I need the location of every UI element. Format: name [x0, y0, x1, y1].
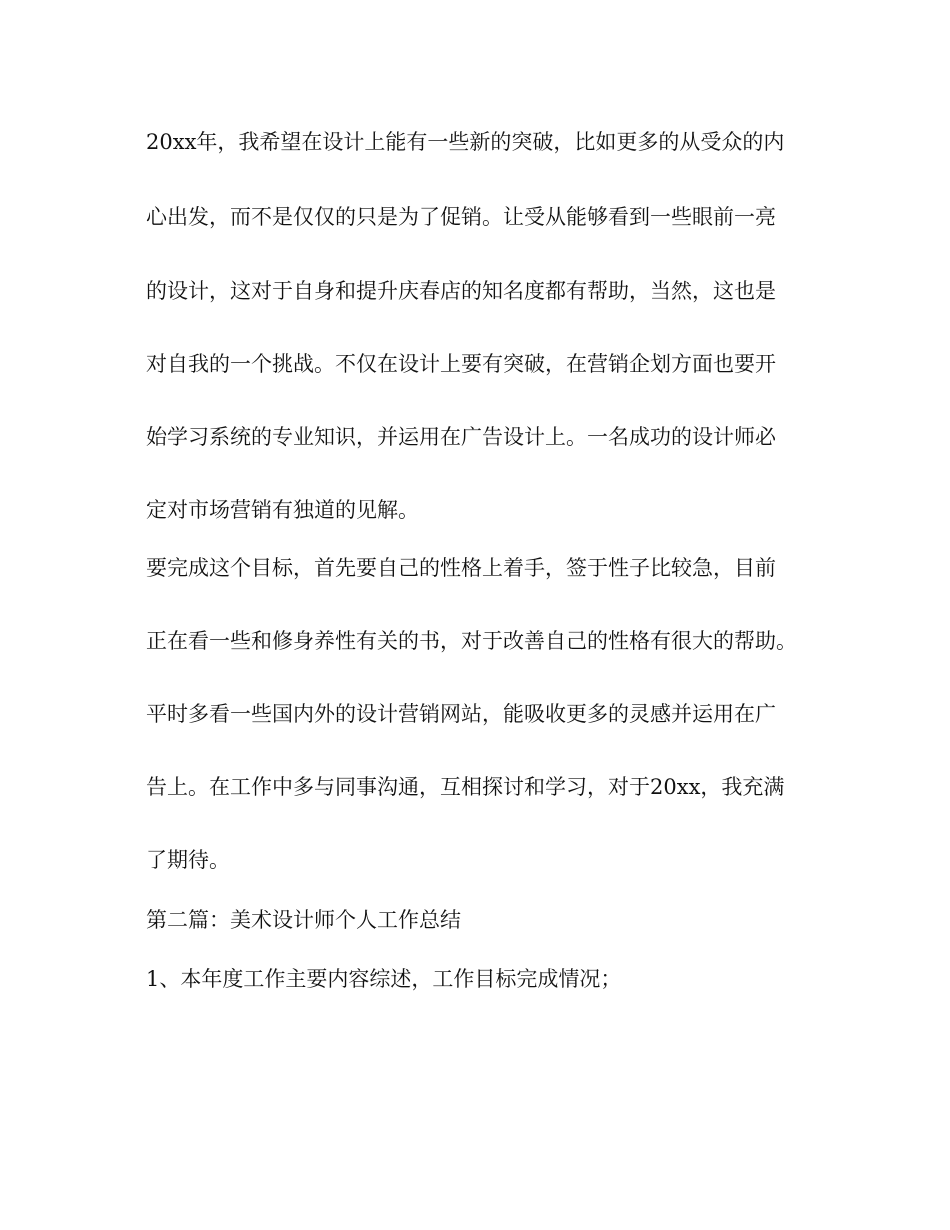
- text-line: 的设计，这对于自身和提升庆春店的知名度都有帮助，当然，这也是: [146, 279, 776, 303]
- text-line: 心出发，而不是仅仅的只是为了促销。让受从能够看到一些眼前一亮: [146, 205, 776, 229]
- text-line: 了期待。: [146, 848, 230, 872]
- text-line: 对自我的一个挑战。不仅在设计上要有突破，在营销企划方面也要开: [146, 352, 776, 376]
- text-line: 始学习系统的专业知识，并运用在广告设计上。一名成功的设计师必: [146, 425, 776, 449]
- list-item: 1、本年度工作主要内容综述，工作目标完成情况；: [146, 967, 622, 991]
- text-line: 正在看一些和修身养性有关的书，对于改善自己的性格有很大的帮助。: [146, 629, 797, 653]
- text-line: 20xx年，我希望在设计上能有一些新的突破，比如更多的从受众的内: [146, 130, 785, 154]
- text-line: 告上。在工作中多与同事沟通，互相探讨和学习，对于20xx，我充满: [146, 775, 785, 799]
- section-heading: 第二篇：美术设计师个人工作总结: [146, 908, 461, 932]
- text-line: 定对市场营销有独道的见解。: [146, 498, 419, 522]
- text-line: 要完成这个目标，首先要自己的性格上着手，签于性子比较急，目前: [146, 556, 776, 580]
- text-line: 平时多看一些国内外的设计营销网站，能吸收更多的灵感并运用在广: [146, 702, 776, 726]
